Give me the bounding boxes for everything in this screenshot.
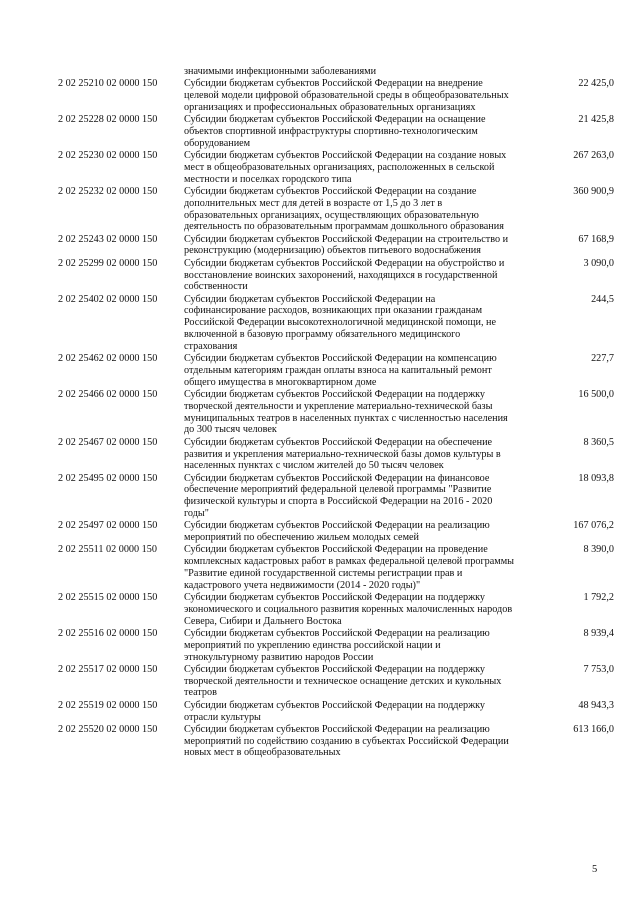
- table-row: [58, 353, 614, 389]
- budget-code: 2 02 25299 02 0000 150: [58, 257, 158, 269]
- row-amount: 22 425,0: [578, 78, 614, 90]
- budget-code: 2 02 25228 02 0000 150: [58, 114, 158, 126]
- row-description: Субсидии бюджетам субъектов Российской Федерации на обеспечение развития и укрепления материально-технической базы домов культуры в населенных пунктах с числом жителей до 50 тысяч человек: [184, 436, 501, 472]
- continuation-code-cell: [58, 66, 184, 78]
- row-amount: 67 168,9: [578, 233, 614, 245]
- table-row: [58, 234, 614, 258]
- row-amount: 227,7: [591, 353, 614, 365]
- row-amount: 244,5: [591, 293, 614, 305]
- row-amount: 267 263,0: [573, 150, 614, 162]
- row-amount: 8 939,4: [583, 627, 614, 639]
- table-row: [58, 664, 614, 700]
- row-amount: 48 943,3: [578, 699, 614, 711]
- budget-code: 2 02 25232 02 0000 150: [58, 185, 158, 197]
- row-description: Субсидии бюджетам субъектов Российской Федерации на оснащение объектов спортивной инфраструктуры спортивно-технологическим оборудованием: [184, 114, 486, 149]
- row-description: Субсидии бюджетам субъектов Российской Федерации на реализацию мероприятий по укреплению единства российской нации и этнокультурному развитию народов России: [184, 627, 490, 663]
- budget-code: 2 02 25517 02 0000 150: [58, 663, 158, 675]
- row-amount: 18 093,8: [578, 472, 614, 484]
- budget-code: 2 02 25495 02 0000 150: [58, 472, 158, 484]
- budget-code: 2 02 25466 02 0000 150: [58, 389, 158, 401]
- table-row: [58, 628, 614, 664]
- row-amount: 8 360,5: [583, 436, 614, 448]
- table-row: [58, 473, 614, 521]
- budget-code: 2 02 25402 02 0000 150: [58, 293, 158, 305]
- budget-table: [58, 66, 614, 760]
- page-number: 5: [592, 864, 598, 875]
- row-description: Субсидии бюджетам субъектов Российской Федерации на создание дополнительных мест для детей в возрасте от 1,5 до 3 лет в образовательных организациях, осуществляющих образовательную деятельность по образовательным программам дошкольного образования: [184, 185, 504, 233]
- table-row: [58, 544, 614, 592]
- row-description: Субсидии бюджетам субъектов Российской Федерации на строительство и реконструкцию (модернизацию) объектов питьевого водоснабжения: [184, 233, 509, 257]
- table-row: [58, 114, 614, 150]
- table-row: [58, 186, 614, 234]
- budget-code: 2 02 25511 02 0000 150: [58, 544, 157, 556]
- table-row: [58, 389, 614, 437]
- budget-code: 2 02 25519 02 0000 150: [58, 699, 158, 711]
- table-row: [58, 150, 614, 186]
- continuation-amount-cell: [514, 66, 614, 78]
- table-row: [58, 520, 614, 544]
- row-description: Субсидии бюджетам субъектов Российской Федерации на поддержку отрасли культуры: [184, 699, 486, 723]
- row-amount: 7 753,0: [583, 663, 614, 675]
- budget-code: 2 02 25516 02 0000 150: [58, 627, 158, 639]
- continuation-text: значимыми инфекционными заболеваниями: [184, 66, 377, 77]
- row-amount: 21 425,8: [578, 114, 614, 126]
- table-row: [58, 700, 614, 724]
- row-description: Субсидии бюджетам субъектов Российской Федерации на обустройство и восстановление воинских захоронений, находящихся в государственной собственности: [184, 257, 505, 293]
- budget-code: 2 02 25497 02 0000 150: [58, 520, 158, 532]
- row-description: Субсидии бюджетам субъектов Российской Федерации на внедрение целевой модели цифровой образовательной среды в общеобразовательных организациях и профессиональных образовательных организациях: [184, 78, 509, 113]
- row-amount: 613 166,0: [573, 723, 614, 735]
- row-amount: 360 900,9: [573, 185, 614, 197]
- row-description: Субсидии бюджетам субъектов Российской Федерации на реализацию мероприятий по обеспечению жильем молодых семей: [184, 520, 490, 544]
- budget-code: 2 02 25462 02 0000 150: [58, 353, 158, 365]
- budget-code: 2 02 25243 02 0000 150: [58, 233, 158, 245]
- row-description: Субсидии бюджетам субъектов Российской Федерации на поддержку творческой деятельности и техническое оснащение детских и кукольных театров: [184, 663, 502, 699]
- row-description: Субсидии бюджетам субъектов Российской Федерации на создание новых мест в общеобразовательных организациях, расположенных в сельской местности и поселках городского типа: [184, 150, 507, 185]
- row-description: Субсидии бюджетам субъектов Российской Федерации на реализацию мероприятий по содействию созданию в субъектах Российской Федерации новых мест в общеобразовательных: [184, 723, 509, 759]
- budget-code: 2 02 25230 02 0000 150: [58, 150, 158, 162]
- row-description: Субсидии бюджетам субъектов Российской Федерации на поддержку творческой деятельности и укрепление материально-технической базы муниципальных театров в населенных пунктах с численностью населения до 300 тысяч человек: [184, 389, 508, 436]
- table-row: [58, 78, 614, 114]
- table-row: [58, 724, 614, 760]
- budget-code: 2 02 25515 02 0000 150: [58, 592, 158, 604]
- table-row: [58, 437, 614, 473]
- row-amount: 8 390,0: [583, 544, 614, 556]
- row-description: Субсидии бюджетам субъектов Российской Федерации на поддержку экономического и социального развития коренных малочисленных народов Севера, Сибири и Дальнего Востока: [184, 592, 513, 627]
- row-amount: 3 090,0: [583, 257, 614, 269]
- budget-code: 2 02 25520 02 0000 150: [58, 723, 158, 735]
- budget-code: 2 02 25210 02 0000 150: [58, 78, 158, 90]
- table-row: [58, 294, 614, 353]
- row-description: Субсидии бюджетам субъектов Российской Федерации на проведение комплексных кадастровых работ в рамках федеральной целевой программы "Развитие единой государственной системы регистрации прав и кадастрового учета недвижимости (2014 - 2020 годы)": [184, 544, 514, 591]
- row-amount: 167 076,2: [573, 520, 614, 532]
- budget-table-body: [58, 66, 614, 760]
- row-amount: 1 792,2: [583, 592, 614, 604]
- continuation-row: [58, 66, 614, 78]
- row-description: Субсидии бюджетам субъектов Российской Федерации на компенсацию отдельным категориям граждан оплаты взноса на капитальный ремонт общего имущества в многоквартирном доме: [184, 353, 497, 388]
- row-description: Субсидии бюджетам субъектов Российской Федерации на финансовое обеспечение мероприятий федеральной целевой программы "Развитие физической культуры и спорта в Российской Федерации на 2016 - 2020 годы": [184, 472, 493, 519]
- table-row: [58, 258, 614, 294]
- row-amount: 16 500,0: [578, 389, 614, 401]
- budget-code: 2 02 25467 02 0000 150: [58, 436, 158, 448]
- table-row: [58, 592, 614, 628]
- row-description: Субсидии бюджетам субъектов Российской Федерации на софинансирование расходов, возникающих при оказании гражданам Российской Федерации высокотехнологичной медицинской помощи, не включенной в базовую программу обязательного медицинского страхования: [184, 293, 497, 352]
